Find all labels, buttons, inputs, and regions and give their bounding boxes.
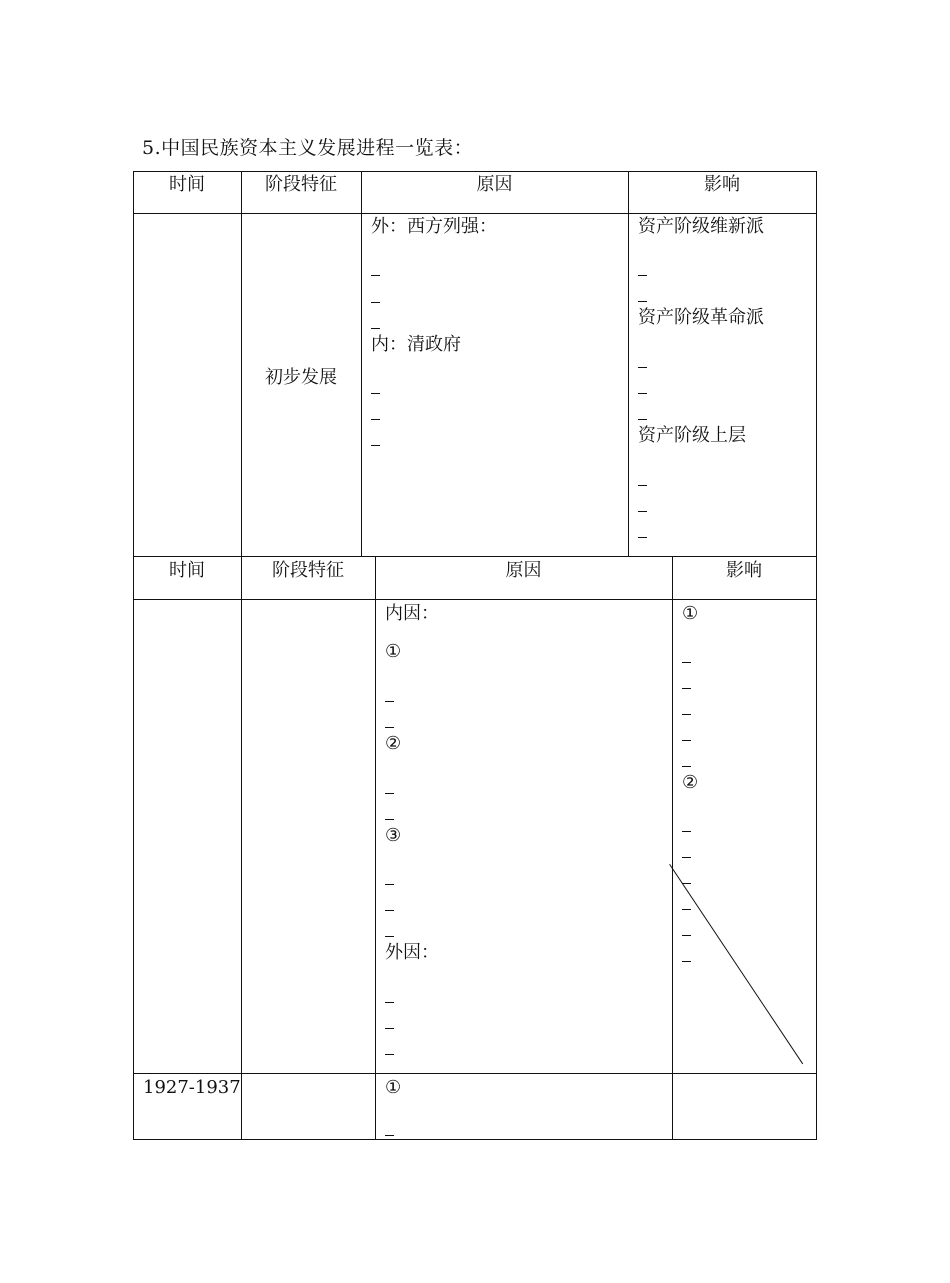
blank-line: [682, 662, 691, 663]
blank-line: [682, 935, 691, 936]
blank-line: [385, 727, 394, 728]
table-1-stage-cell: 初步发展: [265, 367, 337, 388]
blank-line: [385, 701, 394, 702]
table-2-internal-cause-label: 内因：: [385, 603, 439, 624]
table-2-header-time: 时间: [169, 560, 205, 581]
table-1-impact-revolutionaries: 资产阶级革命派: [638, 307, 764, 328]
table-2-cause-item-3: ③: [385, 825, 402, 846]
table-2-external-cause-label: 外因：: [385, 942, 439, 963]
table-1-col-divider: [241, 171, 242, 557]
table-2-header-divider: [133, 599, 817, 600]
blank-line: [371, 419, 380, 420]
blank-line: [638, 537, 647, 538]
blank-line: [371, 275, 380, 276]
table-1-impact-upper-class: 资产阶级上层: [638, 425, 746, 446]
table-2-cause-item-1: ①: [385, 641, 402, 662]
blank-line: [682, 766, 691, 767]
blank-line: [371, 445, 380, 446]
blank-line: [682, 688, 691, 689]
table-1-header-divider: [133, 213, 817, 214]
blank-line: [385, 1028, 394, 1029]
table-2-header-impact: 影响: [726, 560, 762, 581]
blank-line: [682, 961, 691, 962]
blank-line: [682, 857, 691, 858]
table-1-top-border: [133, 171, 817, 172]
table-1-left-border: [133, 171, 134, 557]
table-1-right-border: [816, 171, 817, 557]
table-2-header-stage: 阶段特征: [272, 560, 344, 581]
table-1-header-time: 时间: [169, 174, 205, 195]
table-2-row-divider: [133, 1073, 817, 1074]
blank-line: [638, 301, 647, 302]
table-2-left-border: [133, 556, 134, 1140]
blank-line: [638, 275, 647, 276]
blank-line: [385, 1054, 394, 1055]
blank-line: [638, 367, 647, 368]
blank-line: [385, 1002, 394, 1003]
table-1-bottom-border: [133, 556, 817, 557]
blank-line: [638, 485, 647, 486]
blank-line: [385, 884, 394, 885]
table-1-header-cause: 原因: [476, 174, 513, 195]
blank-line: [385, 910, 394, 911]
table-1-external-cause-label: 外：西方列强：: [371, 216, 497, 237]
table-2-row-2-time: 1927-1937: [143, 1077, 241, 1098]
blank-line: [385, 936, 394, 937]
blank-line: [638, 511, 647, 512]
blank-line: [682, 740, 691, 741]
blank-line: [385, 819, 394, 820]
blank-line: [638, 419, 647, 420]
table-2-header-cause: 原因: [505, 560, 542, 581]
page-title: 5.中国民族资本主义发展进程一览表：: [142, 137, 474, 159]
table-2-bottom-border: [133, 1139, 817, 1140]
table-1-col-divider: [628, 171, 629, 557]
table-1-col-divider: [361, 171, 362, 557]
blank-line: [638, 393, 647, 394]
table-2-cause-item-2: ②: [385, 733, 402, 754]
table-1-header-stage: 阶段特征: [265, 174, 337, 195]
table-2-impact-item-1: ①: [682, 603, 699, 624]
table-2-col-divider: [241, 556, 242, 1140]
blank-line: [682, 714, 691, 715]
table-2-col-divider: [672, 556, 673, 1140]
blank-line: [682, 909, 691, 910]
table-2-impact-item-2: ②: [682, 772, 699, 793]
blank-line: [371, 302, 380, 303]
table-1-header-impact: 影响: [704, 174, 740, 195]
table-2-col-divider: [375, 556, 376, 1140]
blank-line: [385, 1135, 394, 1136]
diagonal-stroke: [669, 864, 803, 1064]
table-2-row-2-cause-item-1: ①: [385, 1077, 402, 1098]
table-2-right-border: [816, 556, 817, 1140]
blank-line: [371, 393, 380, 394]
blank-line: [371, 328, 380, 329]
table-1-impact-reformists: 资产阶级维新派: [638, 216, 764, 237]
table-1-internal-cause-label: 内：清政府: [371, 334, 461, 355]
blank-line: [385, 793, 394, 794]
blank-line: [682, 831, 691, 832]
